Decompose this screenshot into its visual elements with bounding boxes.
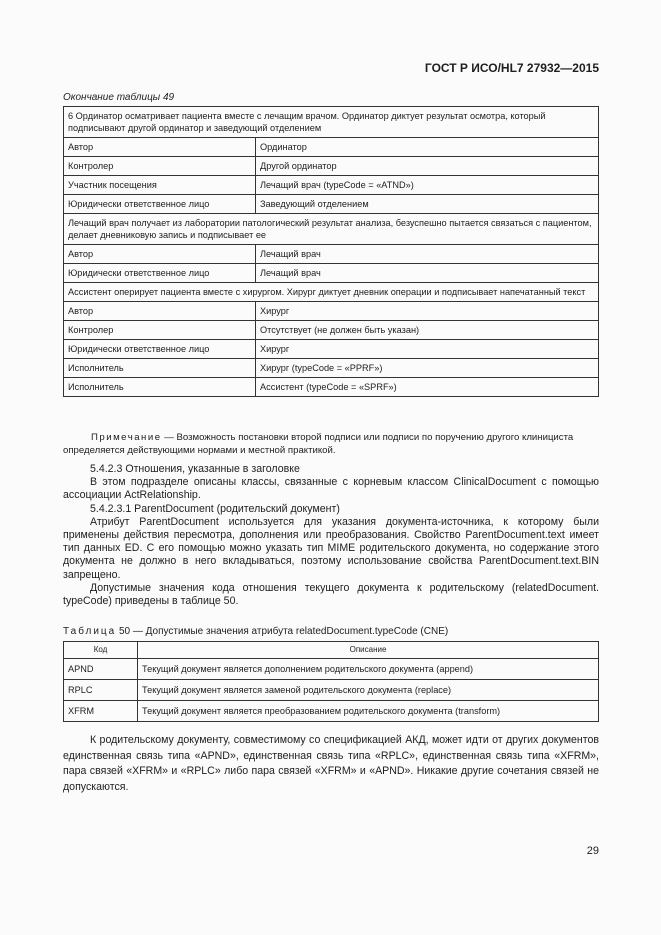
table-row	[64, 321, 599, 340]
table-row	[64, 359, 599, 378]
description-cell: Текущий документ является дополнением родительского документа (append)	[138, 659, 599, 680]
role-cell: Исполнитель	[64, 378, 256, 397]
paragraph: В этом подразделе описаны классы, связанные с корневым классом ClinicalDocument с помощью ассоциации ActRelationship.	[63, 476, 599, 502]
table-row	[64, 214, 599, 245]
paragraph: Допустимые значения кода отношения текущего документа к родительскому (relatedDocument. typeCode) приведены в таблице 50.	[63, 581, 599, 608]
role-cell: Исполнитель	[64, 359, 256, 378]
table-row	[64, 680, 599, 701]
table-49-caption: Окончание таблицы 49	[63, 92, 175, 103]
note-text: — Возможность постановки второй подписи или подписи по поручению другого клинициста определяется действующими нормами и местной практикой.	[63, 432, 574, 456]
role-cell: Участник посещения	[64, 176, 256, 195]
value-cell: Лечащий врач (typeCode = «ATND»)	[256, 176, 599, 195]
role-cell: Юридически ответственное лицо	[64, 340, 256, 359]
column-header-code: Код	[64, 642, 138, 659]
table-row	[64, 302, 599, 321]
table-row	[64, 283, 599, 302]
code-cell: RPLC	[64, 680, 138, 701]
table-row	[64, 378, 599, 397]
role-cell: Автор	[64, 302, 256, 321]
table-row	[64, 107, 599, 138]
description-cell: Текущий документ является заменой родительского документа (replace)	[138, 680, 599, 701]
table-49	[63, 106, 599, 397]
table-50-caption	[63, 626, 448, 637]
table-header-row	[64, 642, 599, 659]
role-cell: Контролер	[64, 157, 256, 176]
value-cell: Хирург	[256, 302, 599, 321]
scenario-cell: Ассистент оперирует пациента вместе с хирургом. Хирург диктует дневник операции и подписывает напечатанный текст	[64, 283, 599, 302]
section-heading-5-4-2-3-1: 5.4.2.3.1 ParentDocument (родительский документ)	[90, 502, 340, 515]
value-cell: Ассистент (typeCode = «SPRF»)	[256, 378, 599, 397]
value-cell: Хирург	[256, 340, 599, 359]
table-row	[64, 138, 599, 157]
value-cell: Лечащий врач	[256, 245, 599, 264]
note-label: Примечание	[91, 432, 162, 443]
table-row	[64, 245, 599, 264]
table-row	[64, 157, 599, 176]
body-text	[63, 463, 599, 608]
page-number: 29	[586, 845, 599, 857]
value-cell: Заведующий отделением	[256, 195, 599, 214]
table-50-caption-label: Таблица	[63, 626, 117, 637]
section-heading-5-4-2-3: 5.4.2.3 Отношения, указанные в заголовке	[90, 463, 300, 475]
role-cell: Контролер	[64, 321, 256, 340]
code-cell: XFRM	[64, 701, 138, 722]
value-cell: Ординатор	[256, 138, 599, 157]
note	[63, 431, 599, 457]
role-cell: Автор	[64, 138, 256, 157]
table-row	[64, 195, 599, 214]
table-row	[64, 701, 599, 722]
scenario-cell: 6 Ординатор осматривает пациента вместе с лечащим врачом. Ординатор диктует результат осмотра, который подписывают другой ординатор и заведующий отделением	[64, 107, 599, 138]
table-row	[64, 264, 599, 283]
paragraph: Атрибут ParentDocument используется для указания документа-источника, к которому были применены действия пересмотра, дополнения или преобразования. Свойство ParentDocument.text имеет тип данных ED. С его помощью можно указать тип MIME родительского документа, но содержание этого документа не должно в него вкладываться, поэтому использование свойства ParentDocument.text.BIN запрещено.	[63, 515, 599, 581]
table-50	[63, 641, 599, 722]
role-cell: Автор	[64, 245, 256, 264]
role-cell: Юридически ответственное лицо	[64, 195, 256, 214]
value-cell: Хирург (typeCode = «PPRF»)	[256, 359, 599, 378]
value-cell: Другой ординатор	[256, 157, 599, 176]
scenario-cell: Лечащий врач получает из лаборатории патологический результат анализа, безуспешно пытается связаться с пациентом, делает дневниковую запись и подписывает ее	[64, 214, 599, 245]
table-row	[64, 659, 599, 680]
code-cell: APND	[64, 659, 138, 680]
role-cell: Юридически ответственное лицо	[64, 264, 256, 283]
closing-paragraph: К родительскому документу, совместимому со спецификацией АКД, может идти от других документов единственная связь типа «APND», единственная связь типа «RPLC», единственная связь типа «XFRM», пара связей «XFRM» и «RPLC» либо пара связей «XFRM» и «APND». Никакие другие сочетания связей не допускаются.	[63, 734, 599, 793]
value-cell: Отсутствует (не должен быть указан)	[256, 321, 599, 340]
document-code: ГОСТ Р ИСО/HL7 27932—2015	[424, 61, 599, 75]
table-50-caption-text: 50 — Допустимые значения атрибута relatedDocument.typeCode (CNE)	[116, 626, 449, 637]
description-cell: Текущий документ является преобразованием родительского документа (transform)	[138, 701, 599, 722]
table-row	[64, 176, 599, 195]
table-row	[64, 340, 599, 359]
value-cell: Лечащий врач	[256, 264, 599, 283]
column-header-description: Описание	[138, 642, 599, 659]
